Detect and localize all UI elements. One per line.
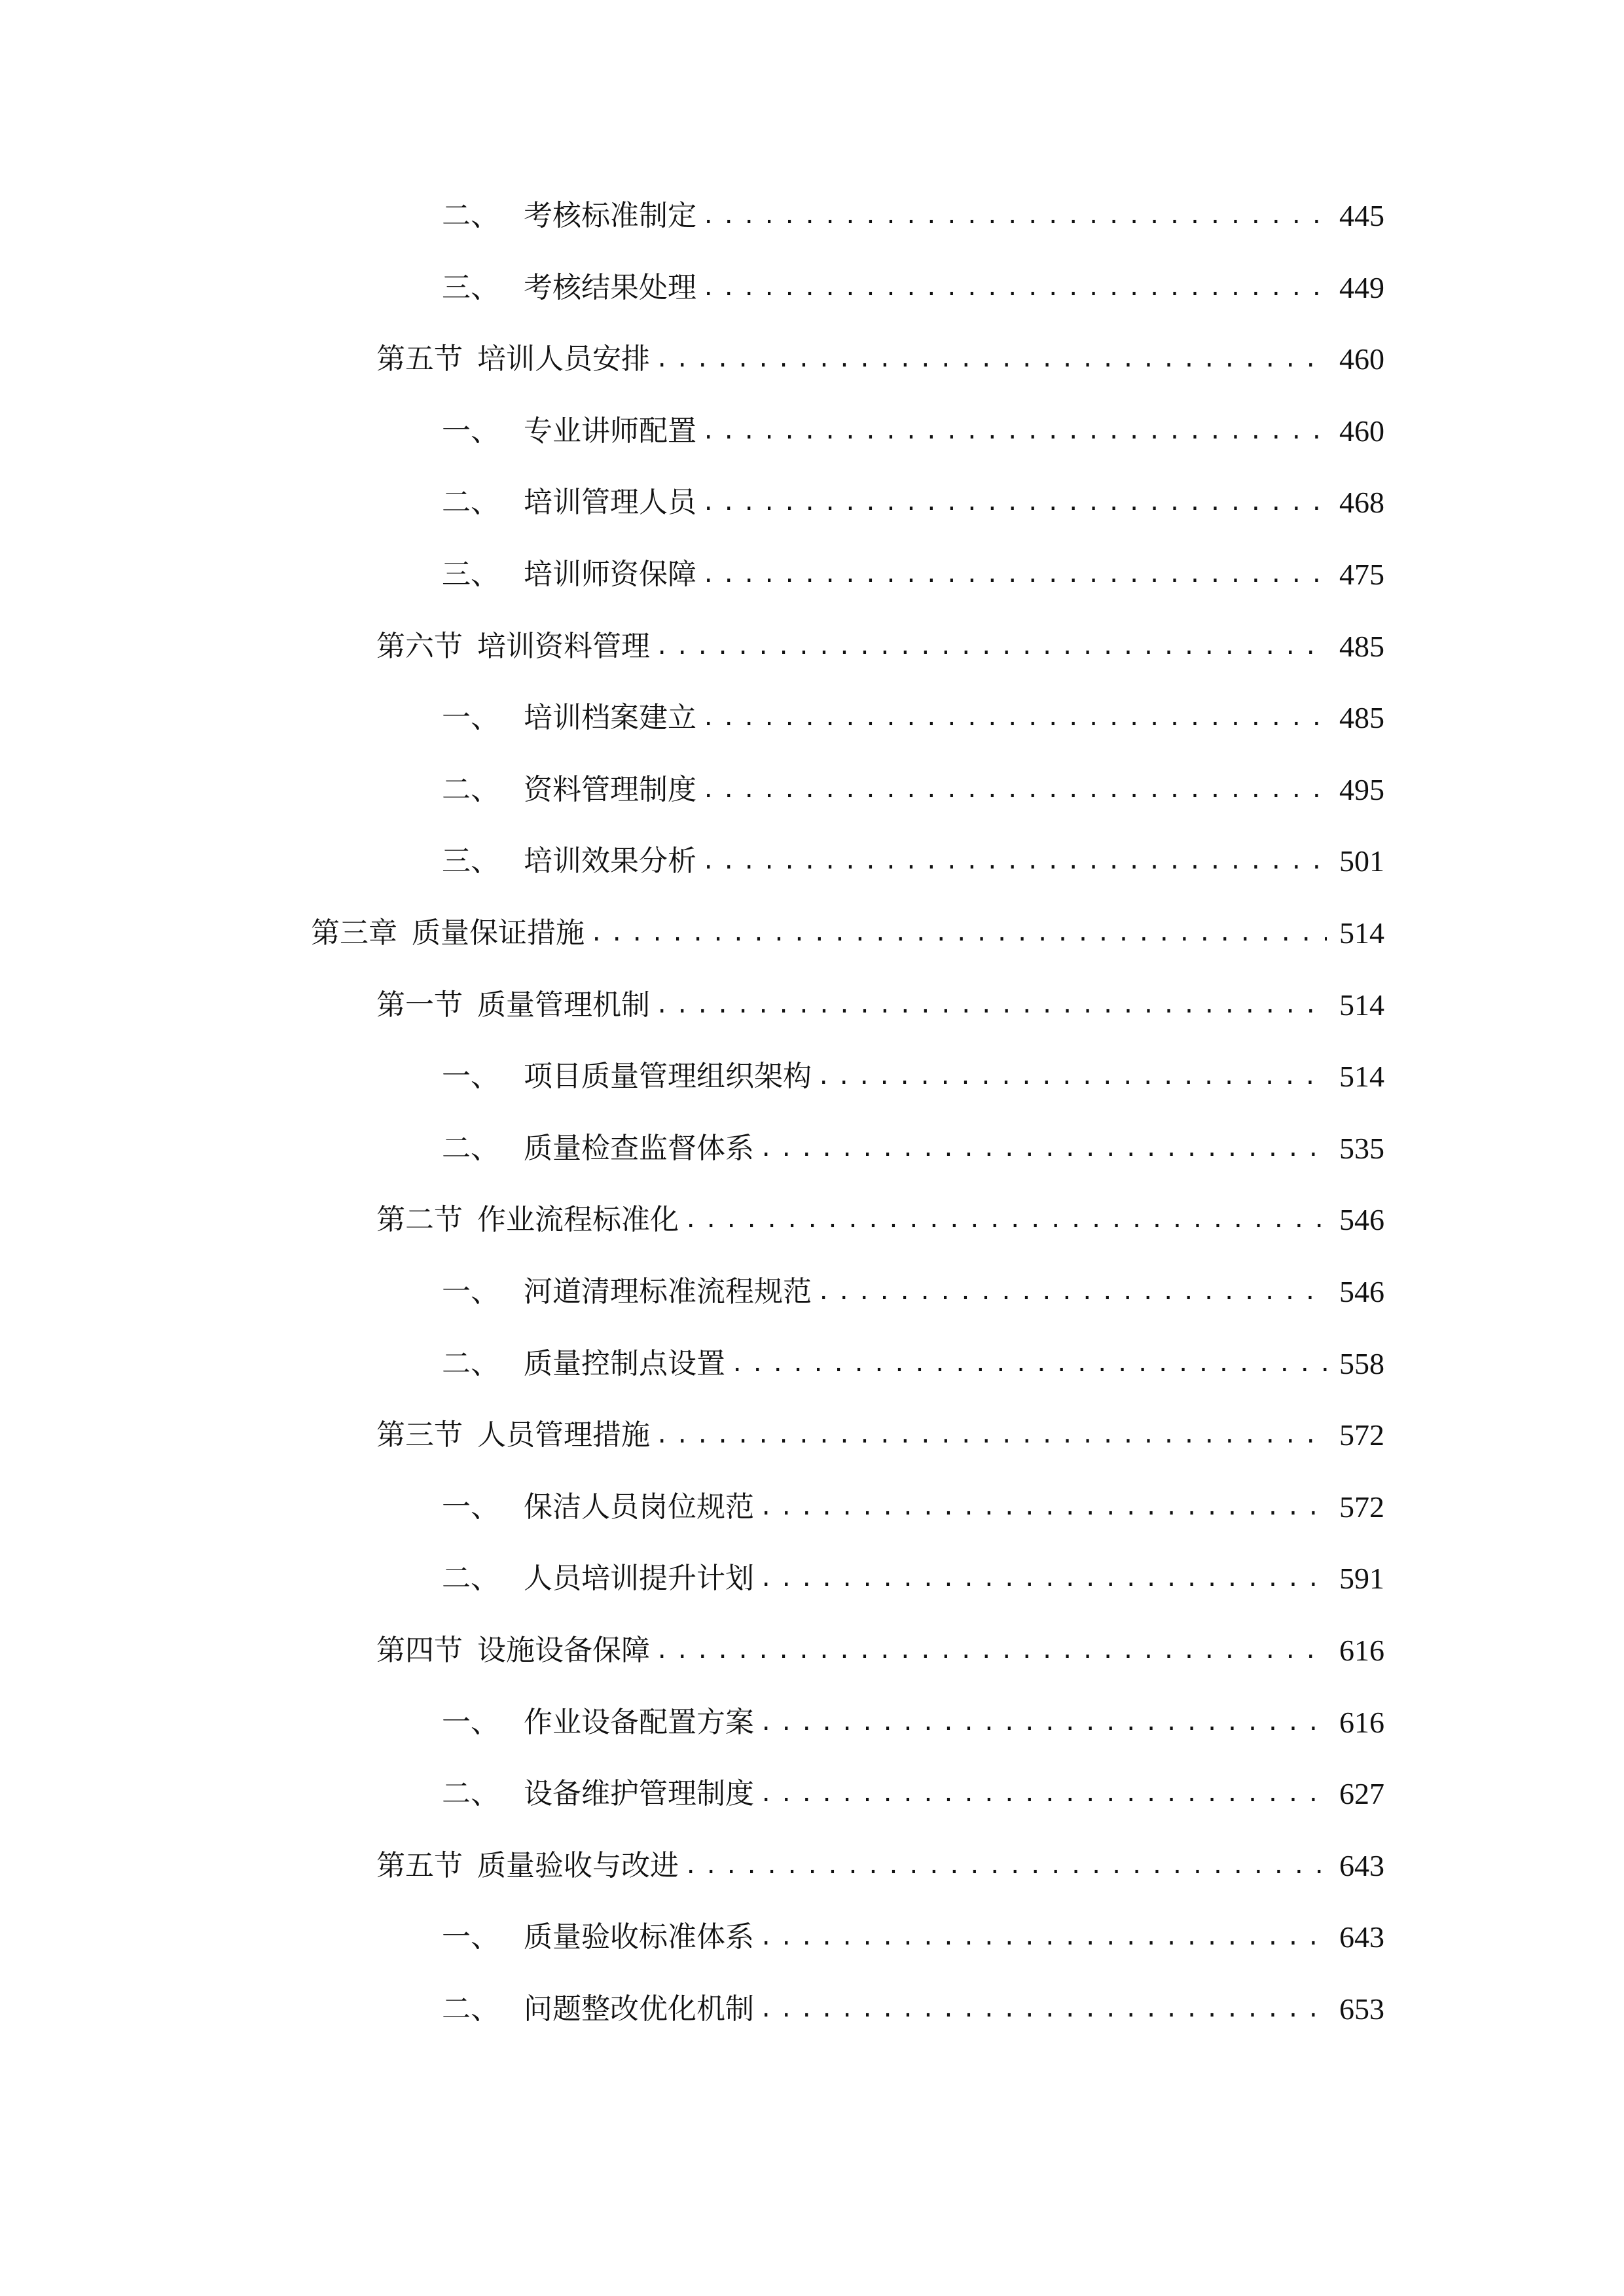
dot-leader bbox=[702, 190, 1327, 242]
toc-entry-number: 第五节 bbox=[376, 342, 463, 376]
dot-leader bbox=[759, 1481, 1327, 1534]
toc-entry-number: 二、 bbox=[442, 486, 499, 520]
toc-entry-page-number: 475 bbox=[1339, 558, 1384, 591]
toc-chapter-entry[interactable] bbox=[311, 907, 1384, 960]
toc-entry-page-number: 572 bbox=[1339, 1490, 1384, 1524]
toc-entry-title: 质量检查监督体系 bbox=[524, 1131, 754, 1165]
toc-entry-title: 质量控制点设置 bbox=[524, 1346, 725, 1380]
dot-leader bbox=[759, 1911, 1327, 1964]
toc-subsection-entry[interactable] bbox=[442, 1481, 1384, 1534]
toc-entry-number: 一、 bbox=[442, 1705, 499, 1739]
toc-entry-page-number: 485 bbox=[1339, 629, 1384, 663]
toc-entry-number: 二、 bbox=[442, 1131, 499, 1165]
toc-entry-title: 质量验收标准体系 bbox=[524, 1920, 754, 1954]
toc-entry-title: 考核标准制定 bbox=[524, 199, 696, 232]
dot-leader bbox=[759, 1696, 1327, 1749]
toc-entry-page-number: 643 bbox=[1339, 1920, 1384, 1954]
toc-subsection-entry[interactable] bbox=[442, 1983, 1384, 2036]
toc-entry-number: 第五节 bbox=[376, 1848, 463, 1882]
toc-section-entry[interactable] bbox=[376, 620, 1384, 673]
toc-entry-title: 保洁人员岗位规范 bbox=[524, 1490, 754, 1524]
toc-entry-number: 第三节 bbox=[376, 1418, 463, 1452]
toc-entry-number: 二、 bbox=[442, 1346, 499, 1380]
dot-leader bbox=[702, 405, 1327, 457]
toc-subsection-entry[interactable] bbox=[442, 1768, 1384, 1820]
dot-leader bbox=[702, 692, 1327, 744]
toc-entry-title: 培训管理人员 bbox=[524, 486, 696, 520]
toc-entry-page-number: 591 bbox=[1339, 1562, 1384, 1596]
toc-entry-title: 质量验收与改进 bbox=[477, 1848, 679, 1882]
toc-entry-page-number: 643 bbox=[1339, 1848, 1384, 1882]
toc-entry-page-number: 460 bbox=[1339, 342, 1384, 376]
toc-entry-title: 培训资料管理 bbox=[477, 629, 650, 663]
dot-leader bbox=[590, 907, 1327, 960]
toc-entry-title: 人员管理措施 bbox=[477, 1418, 650, 1452]
dot-leader bbox=[731, 1338, 1327, 1390]
dot-leader bbox=[702, 476, 1327, 529]
toc-section-entry[interactable] bbox=[376, 1194, 1384, 1246]
toc-entry-title: 资料管理制度 bbox=[524, 772, 696, 806]
toc-entry-number: 二、 bbox=[442, 1777, 499, 1811]
toc-subsection-entry[interactable] bbox=[442, 262, 1384, 314]
dot-leader bbox=[759, 1122, 1327, 1175]
toc-entry-number: 三、 bbox=[442, 270, 499, 304]
toc-entry-title: 人员培训提升计划 bbox=[524, 1562, 754, 1596]
toc-subsection-entry[interactable] bbox=[442, 1050, 1384, 1103]
toc-entry-number: 第三章 bbox=[311, 916, 397, 950]
toc-subsection-entry[interactable] bbox=[442, 548, 1384, 601]
toc-entry-page-number: 558 bbox=[1339, 1346, 1384, 1380]
toc-section-entry[interactable] bbox=[376, 979, 1384, 1031]
toc-entry-page-number: 495 bbox=[1339, 772, 1384, 806]
dot-leader bbox=[817, 1266, 1327, 1318]
dot-leader bbox=[759, 1983, 1327, 2036]
toc-entry-page-number: 445 bbox=[1339, 199, 1384, 232]
toc-entry-title: 质量管理机制 bbox=[477, 988, 650, 1022]
dot-leader bbox=[702, 548, 1327, 601]
toc-entry-page-number: 485 bbox=[1339, 701, 1384, 735]
toc-subsection-entry[interactable] bbox=[442, 1911, 1384, 1964]
toc-entry-page-number: 546 bbox=[1339, 1203, 1384, 1237]
toc-entry-page-number: 468 bbox=[1339, 486, 1384, 520]
toc-subsection-entry[interactable] bbox=[442, 1122, 1384, 1175]
dot-leader bbox=[702, 262, 1327, 314]
dot-leader bbox=[655, 333, 1327, 386]
toc-entry-page-number: 616 bbox=[1339, 1634, 1384, 1667]
toc-entry-title: 作业设备配置方案 bbox=[524, 1705, 754, 1739]
toc-section-entry[interactable] bbox=[376, 333, 1384, 386]
toc-entry-page-number: 572 bbox=[1339, 1418, 1384, 1452]
dot-leader bbox=[702, 764, 1327, 816]
toc-entry-page-number: 535 bbox=[1339, 1131, 1384, 1165]
toc-section-entry[interactable] bbox=[376, 1409, 1384, 1462]
toc-entry-title: 质量保证措施 bbox=[412, 916, 585, 950]
toc-entry-title: 培训人员安排 bbox=[477, 342, 650, 376]
toc-entry-page-number: 546 bbox=[1339, 1275, 1384, 1308]
toc-entry-number: 第一节 bbox=[376, 988, 463, 1022]
toc-subsection-entry[interactable] bbox=[442, 764, 1384, 816]
toc-entry-number: 一、 bbox=[442, 1060, 499, 1094]
toc-entry-number: 一、 bbox=[442, 414, 499, 448]
toc-subsection-entry[interactable] bbox=[442, 476, 1384, 529]
toc-entry-page-number: 501 bbox=[1339, 844, 1384, 878]
toc-entry-number: 二、 bbox=[442, 1992, 499, 2026]
toc-entry-title: 专业讲师配置 bbox=[524, 414, 696, 448]
toc-entry-title: 作业流程标准化 bbox=[477, 1203, 679, 1237]
dot-leader bbox=[684, 1194, 1327, 1246]
toc-entry-title: 河道清理标准流程规范 bbox=[524, 1275, 812, 1308]
toc-entry-title: 考核结果处理 bbox=[524, 270, 696, 304]
toc-entry-number: 一、 bbox=[442, 1920, 499, 1954]
toc-subsection-entry[interactable] bbox=[442, 1552, 1384, 1605]
toc-entry-title: 设施设备保障 bbox=[477, 1634, 650, 1667]
toc-entry-number: 一、 bbox=[442, 701, 499, 735]
dot-leader bbox=[702, 835, 1327, 888]
toc-subsection-entry[interactable] bbox=[442, 405, 1384, 457]
toc-entry-number: 二、 bbox=[442, 1562, 499, 1596]
toc-entry-title: 培训师资保障 bbox=[524, 558, 696, 591]
toc-subsection-entry[interactable] bbox=[442, 692, 1384, 744]
toc-section-entry[interactable] bbox=[376, 1624, 1384, 1677]
dot-leader bbox=[655, 1409, 1327, 1462]
toc-entry-number: 二、 bbox=[442, 772, 499, 806]
toc-entry-page-number: 460 bbox=[1339, 414, 1384, 448]
dot-leader bbox=[655, 620, 1327, 673]
toc-entry-number: 三、 bbox=[442, 558, 499, 591]
dot-leader bbox=[759, 1552, 1327, 1605]
toc-entry-number: 二、 bbox=[442, 199, 499, 232]
toc-subsection-entry[interactable] bbox=[442, 1696, 1384, 1749]
toc-entry-page-number: 616 bbox=[1339, 1705, 1384, 1739]
toc-entry-title: 设备维护管理制度 bbox=[524, 1777, 754, 1811]
dot-leader bbox=[817, 1050, 1327, 1103]
toc-subsection-entry[interactable] bbox=[442, 1266, 1384, 1318]
toc-entry-number: 第四节 bbox=[376, 1634, 463, 1667]
toc-entry-title: 项目质量管理组织架构 bbox=[524, 1060, 812, 1094]
toc-entry-page-number: 514 bbox=[1339, 1060, 1384, 1094]
dot-leader bbox=[655, 1624, 1327, 1677]
dot-leader bbox=[684, 1840, 1327, 1892]
toc-entry-title: 培训档案建立 bbox=[524, 701, 696, 735]
toc-subsection-entry[interactable] bbox=[442, 190, 1384, 242]
toc-entry-page-number: 514 bbox=[1339, 988, 1384, 1022]
toc-entry-number: 第二节 bbox=[376, 1203, 463, 1237]
dot-leader bbox=[759, 1768, 1327, 1820]
toc-entry-page-number: 449 bbox=[1339, 270, 1384, 304]
toc-section-entry[interactable] bbox=[376, 1840, 1384, 1892]
toc-entry-page-number: 627 bbox=[1339, 1777, 1384, 1811]
toc-subsection-entry[interactable] bbox=[442, 835, 1384, 888]
toc-entry-title: 问题整改优化机制 bbox=[524, 1992, 754, 2026]
toc-entry-number: 三、 bbox=[442, 844, 499, 878]
dot-leader bbox=[655, 979, 1327, 1031]
toc-entry-page-number: 514 bbox=[1339, 916, 1384, 950]
toc-entry-number: 一、 bbox=[442, 1275, 499, 1308]
toc-entry-number: 一、 bbox=[442, 1490, 499, 1524]
toc-entry-page-number: 653 bbox=[1339, 1992, 1384, 2026]
toc-entry-title: 培训效果分析 bbox=[524, 844, 696, 878]
toc-subsection-entry[interactable] bbox=[442, 1338, 1384, 1390]
toc-entry-number: 第六节 bbox=[376, 629, 463, 663]
